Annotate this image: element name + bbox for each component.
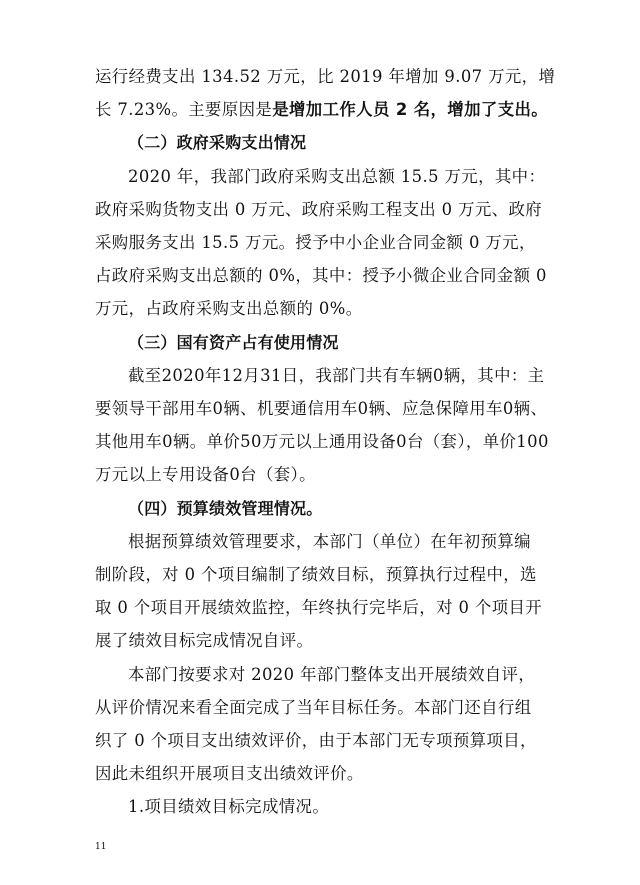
section-heading: （三）国有资产占有使用情况	[128, 333, 339, 352]
paragraph-line: 织了 0 个项目支出绩效评价，由于本部门无专项预算项目，	[95, 731, 537, 750]
text-run-bold: 是增加工作人员 2 名，增加了支出。	[272, 100, 549, 119]
page-number: 11	[95, 842, 107, 852]
paragraph-line: 2020 年，我部门政府采购支出总额 15.5 万元，其中：	[128, 167, 546, 186]
paragraph-line	[95, 100, 560, 120]
paragraph-line: 从评价情况来看全面完成了当年目标任务。本部门还自行组	[95, 698, 532, 717]
paragraph-line: 本部门按要求对 2020 年部门整体支出开展绩效自评，	[128, 665, 536, 684]
paragraph-line: 万元，占政府采购支出总额的 0%。	[95, 299, 363, 318]
paragraph-line: 运行经费支出 134.52 万元，比 2019 年增加 9.07 万元，增	[95, 67, 556, 86]
paragraph-line: 采购服务支出 15.5 万元。授予中小企业合同金额 0 万元，	[95, 233, 536, 252]
paragraph-line: 占政府采购支出总额的 0%，其中：授予小微企业合同金额 0	[95, 266, 547, 285]
paragraph-line: 根据预算绩效管理要求，本部门（单位）在年初预算编	[128, 532, 531, 551]
section-heading: （二）政府采购支出情况	[128, 133, 307, 152]
text-run: 长 7.23%。主要原因是	[95, 100, 273, 119]
paragraph-line: 要领导干部用车0辆、机要通信用车0辆、应急保障用车0辆、	[95, 399, 548, 418]
paragraph-line: 展了绩效目标完成情况自评。	[95, 631, 314, 650]
paragraph-line: 万元以上专用设备0台（套）。	[95, 465, 316, 484]
paragraph-line: 1.项目绩效目标完成情况。	[128, 797, 330, 816]
paragraph-line: 因此未组织开展项目支出绩效评价。	[95, 764, 364, 783]
paragraph-line: 其他用车0辆。单价50万元以上通用设备0台（套），单价100	[95, 432, 549, 451]
paragraph-line: 截至2020年12月31日，我部门共有车辆0辆，其中：主	[128, 366, 545, 385]
paragraph-line: 政府采购货物支出 0 万元、政府采购工程支出 0 万元、政府	[95, 200, 543, 219]
section-heading: （四）预算绩效管理情况。	[128, 499, 323, 518]
paragraph-line: 制阶段，对 0 个项目编制了绩效目标，预算执行过程中，选	[95, 565, 537, 584]
paragraph-line: 取 0 个项目开展绩效监控，年终执行完毕后，对 0 个项目开	[95, 598, 543, 617]
